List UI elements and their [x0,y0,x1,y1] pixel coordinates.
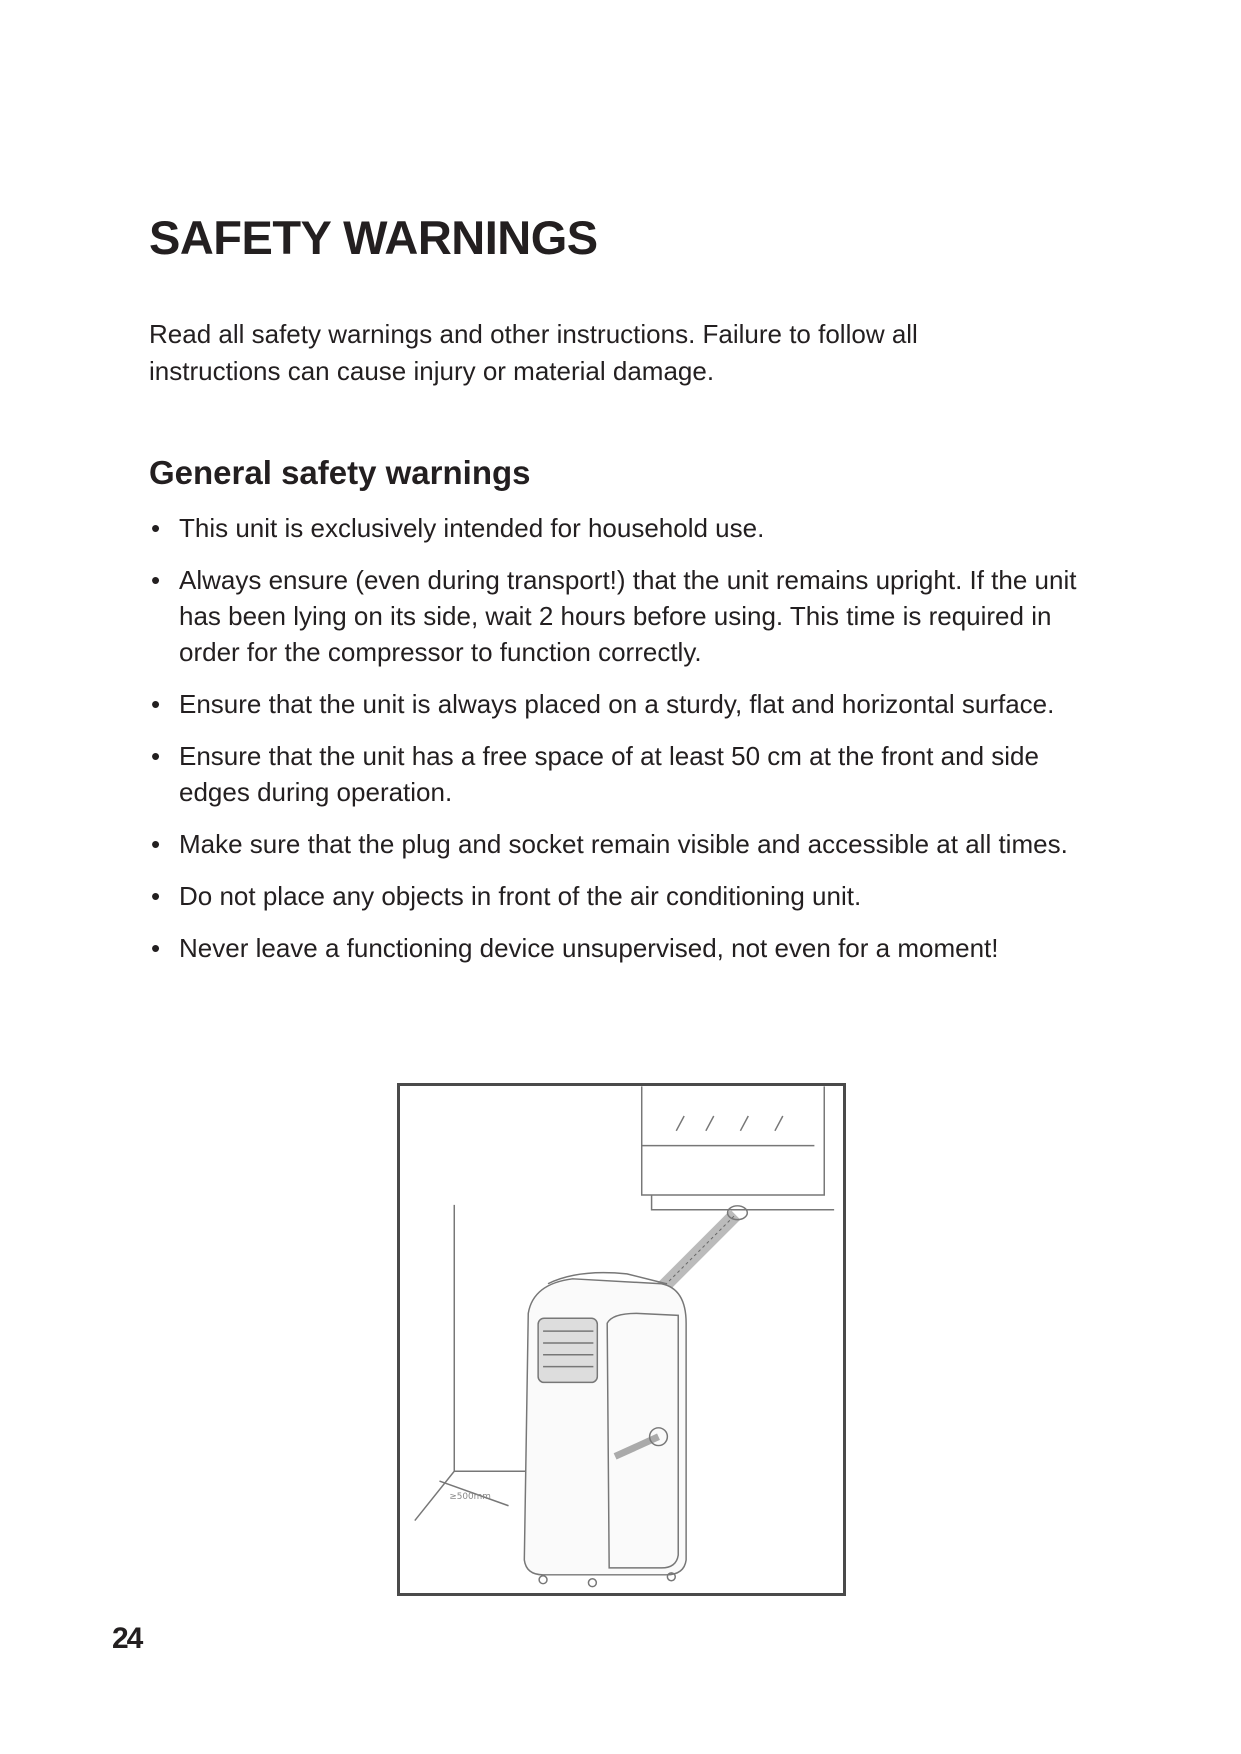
page-number: 24 [112,1622,142,1655]
bullet-icon: • [151,689,161,719]
bullet-icon: • [151,881,161,911]
section-heading: General safety warnings [149,454,531,491]
intro-paragraph: Read all safety warnings and other instructions. Failure to follow all instructions can cause injury or material damage. [149,319,918,386]
bullet-icon: • [151,565,161,595]
page-title: SAFETY WARNINGS [149,211,598,264]
bullet-icon: • [151,829,161,859]
bullet-icon: • [151,513,161,543]
list-item: • Never leave a functioning device unsupervised, not even for a moment! [149,930,1089,966]
list-item: • Ensure that the unit has a free space of at least 50 cm at the front and side edges during operation. [149,738,1089,810]
warnings-list [149,510,1089,982]
list-item: • Always ensure (even during transport!) that the unit remains upright. If the unit has been lying on its side, wait 2 hours before using. This time is required in order for the compressor to function correctly. [149,562,1089,670]
air-conditioner-illustration [397,1083,846,1596]
bullet-icon: • [151,741,161,771]
air-conditioner-drawing [400,1086,843,1593]
clearance-label: ≥500mm [449,1491,491,1502]
list-item: • Do not place any objects in front of the air conditioning unit. [149,878,1089,914]
list-item: • Make sure that the plug and socket remain visible and accessible at all times. [149,826,1089,862]
list-item: • Ensure that the unit is always placed on a sturdy, flat and horizontal surface. [149,686,1089,722]
bullet-icon: • [151,933,161,963]
list-item: • This unit is exclusively intended for household use. [149,510,1089,546]
